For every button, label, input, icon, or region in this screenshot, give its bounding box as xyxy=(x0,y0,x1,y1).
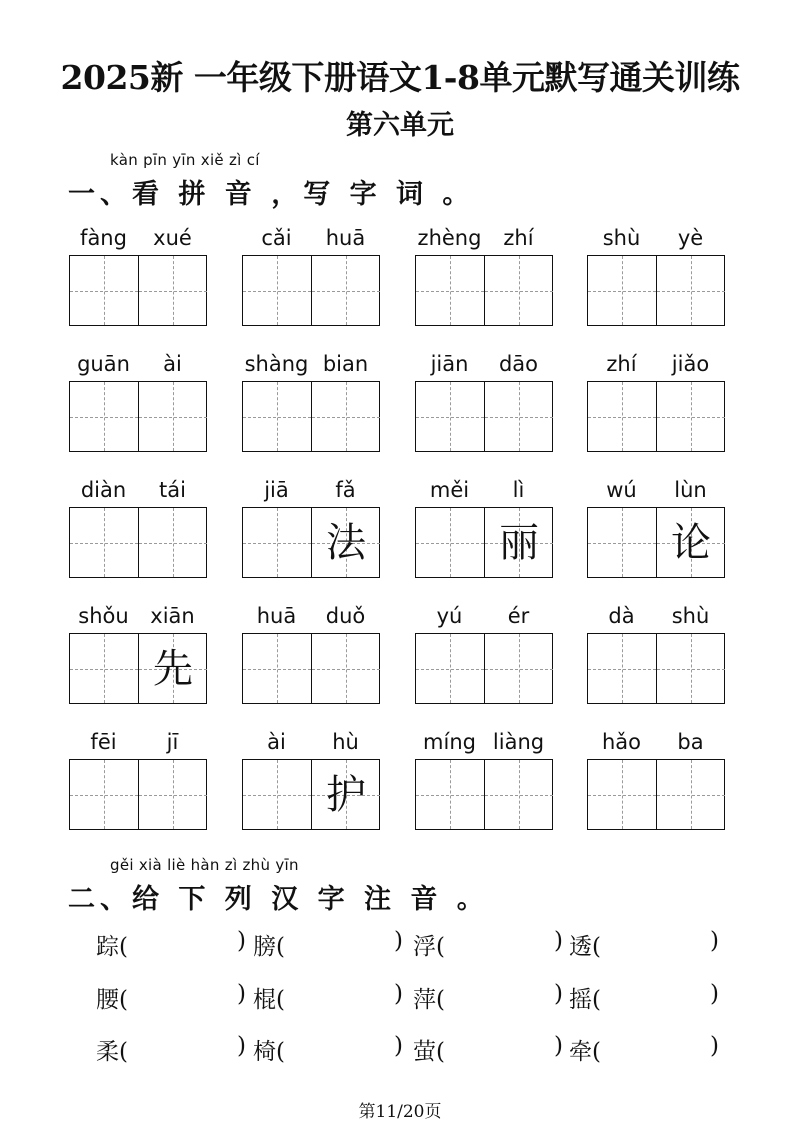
pinyin-label: cǎi xyxy=(261,226,292,250)
writing-box xyxy=(242,507,380,578)
pinyin-label: huā xyxy=(325,226,366,250)
pinyin-annotation-item[interactable] xyxy=(96,928,246,961)
pinyin-label: ba xyxy=(677,730,704,754)
pinyin-annotation-item[interactable] xyxy=(253,1033,403,1066)
char-square[interactable] xyxy=(311,760,380,829)
close-paren: ) xyxy=(554,1033,563,1059)
section2-title: 二、给 下 列 汉 字 注 音 。 xyxy=(68,884,489,915)
char-square[interactable] xyxy=(416,256,484,325)
char-square[interactable] xyxy=(138,760,207,829)
char-square[interactable] xyxy=(416,634,484,703)
char-square[interactable] xyxy=(588,256,656,325)
pinyin-label: ài xyxy=(163,352,182,376)
pinyin-annotation-item[interactable] xyxy=(413,928,563,961)
char-square[interactable] xyxy=(243,508,311,577)
target-character: 棍 xyxy=(253,987,276,1013)
char-square[interactable] xyxy=(484,634,553,703)
writing-box xyxy=(69,507,207,578)
page-number: 第11/20页 xyxy=(358,1102,442,1122)
target-character: 踪 xyxy=(96,934,119,960)
open-paren: ( xyxy=(592,1039,601,1065)
pinyin-label: hù xyxy=(332,730,359,754)
char-square[interactable] xyxy=(70,256,138,325)
char-square[interactable] xyxy=(588,634,656,703)
pinyin-annotation-item[interactable] xyxy=(96,1033,246,1066)
pinyin-label: shù xyxy=(602,226,641,250)
pinyin-label: zhí xyxy=(606,352,637,376)
open-paren: ( xyxy=(592,987,601,1013)
pinyin-label: wú xyxy=(606,478,637,502)
char-square[interactable] xyxy=(311,256,380,325)
open-paren: ( xyxy=(119,1039,128,1065)
pinyin-label: ài xyxy=(267,730,286,754)
char-square[interactable] xyxy=(656,760,725,829)
char-square[interactable] xyxy=(138,634,207,703)
writing-box xyxy=(69,381,207,452)
filled-character: 丽 xyxy=(499,519,539,566)
pinyin-annotation-item[interactable] xyxy=(413,981,563,1014)
pinyin-label: fǎ xyxy=(335,478,356,502)
writing-box xyxy=(587,381,725,452)
pinyin-label: lì xyxy=(512,478,525,502)
char-square[interactable] xyxy=(243,760,311,829)
writing-box xyxy=(587,255,725,326)
close-paren: ) xyxy=(237,1033,246,1059)
pinyin-label: fàng xyxy=(80,226,127,250)
close-paren: ) xyxy=(710,981,719,1007)
char-square[interactable] xyxy=(484,760,553,829)
char-square[interactable] xyxy=(138,382,207,451)
char-square[interactable] xyxy=(243,634,311,703)
open-paren: ( xyxy=(276,1039,285,1065)
pinyin-annotation-item[interactable] xyxy=(96,981,246,1014)
pinyin-annotation-item[interactable] xyxy=(569,928,719,961)
writing-box xyxy=(242,759,380,830)
char-square[interactable] xyxy=(70,508,138,577)
pinyin-label: shǒu xyxy=(78,604,129,628)
char-square[interactable] xyxy=(588,382,656,451)
section1-title: 一、看 拼 音 ，写 字 词 。 xyxy=(68,179,475,210)
writing-box xyxy=(69,255,207,326)
writing-box xyxy=(587,759,725,830)
pinyin-label: měi xyxy=(429,478,470,502)
pinyin-label: míng xyxy=(423,730,476,754)
pinyin-annotation-item[interactable] xyxy=(253,928,403,961)
char-square[interactable] xyxy=(70,760,138,829)
close-paren: ) xyxy=(237,928,246,954)
pinyin-label: xué xyxy=(153,226,192,250)
char-square[interactable] xyxy=(243,382,311,451)
char-square[interactable] xyxy=(243,256,311,325)
writing-box xyxy=(69,759,207,830)
writing-box xyxy=(587,633,725,704)
target-character: 萍 xyxy=(413,987,436,1013)
char-square[interactable] xyxy=(138,256,207,325)
char-square[interactable] xyxy=(484,382,553,451)
open-paren: ( xyxy=(276,987,285,1013)
pinyin-label: guān xyxy=(77,352,130,376)
char-square[interactable] xyxy=(311,382,380,451)
pinyin-label: yú xyxy=(436,604,463,628)
writing-box xyxy=(242,255,380,326)
target-character: 摇 xyxy=(569,987,592,1013)
writing-box xyxy=(415,759,553,830)
open-paren: ( xyxy=(119,987,128,1013)
pinyin-label: zhí xyxy=(503,226,534,250)
target-character: 膀 xyxy=(253,934,276,960)
pinyin-label: jiā xyxy=(264,478,289,502)
pinyin-label: hǎo xyxy=(601,730,642,754)
pinyin-label: jiān xyxy=(430,352,469,376)
pinyin-label: ér xyxy=(507,604,530,628)
char-square[interactable] xyxy=(588,508,656,577)
pinyin-annotation-item[interactable] xyxy=(253,981,403,1014)
pinyin-label: shàng xyxy=(244,352,309,376)
section1-pinyin: kàn pīn yīn xiě zì cí xyxy=(110,151,260,169)
close-paren: ) xyxy=(237,981,246,1007)
open-paren: ( xyxy=(119,934,128,960)
target-character: 萤 xyxy=(413,1039,436,1065)
writing-box xyxy=(415,507,553,578)
unit-subtitle: 第六单元 xyxy=(346,110,454,141)
close-paren: ) xyxy=(394,928,403,954)
char-square[interactable] xyxy=(138,508,207,577)
char-square[interactable] xyxy=(484,256,553,325)
pinyin-annotation-item[interactable] xyxy=(569,1033,719,1066)
page-title: 2025新 一年级下册语文1-8单元默写通关训练 xyxy=(60,58,740,97)
writing-box xyxy=(415,255,553,326)
target-character: 柔 xyxy=(96,1039,119,1065)
open-paren: ( xyxy=(436,1039,445,1065)
target-character: 浮 xyxy=(413,934,436,960)
pinyin-label: jiǎo xyxy=(671,352,710,376)
writing-box xyxy=(242,633,380,704)
char-square[interactable] xyxy=(70,382,138,451)
pinyin-label: diàn xyxy=(80,478,127,502)
filled-character: 法 xyxy=(326,519,366,566)
char-square[interactable] xyxy=(656,634,725,703)
char-square[interactable] xyxy=(656,508,725,577)
char-square[interactable] xyxy=(416,760,484,829)
filled-character: 护 xyxy=(326,771,366,818)
filled-character: 先 xyxy=(153,645,193,692)
char-square[interactable] xyxy=(656,256,725,325)
char-square[interactable] xyxy=(311,634,380,703)
char-square[interactable] xyxy=(484,508,553,577)
writing-box xyxy=(415,633,553,704)
pinyin-label: yè xyxy=(677,226,704,250)
open-paren: ( xyxy=(436,987,445,1013)
close-paren: ) xyxy=(710,1033,719,1059)
pinyin-label: xiān xyxy=(150,604,195,628)
target-character: 腰 xyxy=(96,987,119,1013)
pinyin-annotation-item[interactable] xyxy=(413,1033,563,1066)
close-paren: ) xyxy=(710,928,719,954)
close-paren: ) xyxy=(394,1033,403,1059)
close-paren: ) xyxy=(554,928,563,954)
open-paren: ( xyxy=(436,934,445,960)
close-paren: ) xyxy=(554,981,563,1007)
pinyin-label: zhèng xyxy=(417,226,482,250)
pinyin-label: duǒ xyxy=(325,604,366,628)
char-square[interactable] xyxy=(311,508,380,577)
writing-box xyxy=(242,381,380,452)
pinyin-label: dà xyxy=(608,604,635,628)
writing-box xyxy=(69,633,207,704)
char-square[interactable] xyxy=(70,634,138,703)
writing-box xyxy=(587,507,725,578)
target-character: 牵 xyxy=(569,1039,592,1065)
pinyin-label: liàng xyxy=(492,730,545,754)
open-paren: ( xyxy=(592,934,601,960)
target-character: 椅 xyxy=(253,1039,276,1065)
char-square[interactable] xyxy=(588,760,656,829)
char-square[interactable] xyxy=(416,508,484,577)
pinyin-label: tái xyxy=(159,478,186,502)
pinyin-label: huā xyxy=(256,604,297,628)
pinyin-label: lùn xyxy=(674,478,707,502)
pinyin-annotation-item[interactable] xyxy=(569,981,719,1014)
close-paren: ) xyxy=(394,981,403,1007)
target-character: 透 xyxy=(569,934,592,960)
section2-pinyin: gěi xià liè hàn zì zhù yīn xyxy=(110,856,299,874)
open-paren: ( xyxy=(276,934,285,960)
pinyin-label: bian xyxy=(322,352,369,376)
pinyin-label: jī xyxy=(166,730,179,754)
pinyin-label: dāo xyxy=(498,352,539,376)
pinyin-label: fēi xyxy=(90,730,117,754)
filled-character: 论 xyxy=(671,519,711,566)
writing-box xyxy=(415,381,553,452)
char-square[interactable] xyxy=(656,382,725,451)
char-square[interactable] xyxy=(416,382,484,451)
pinyin-label: shù xyxy=(671,604,710,628)
